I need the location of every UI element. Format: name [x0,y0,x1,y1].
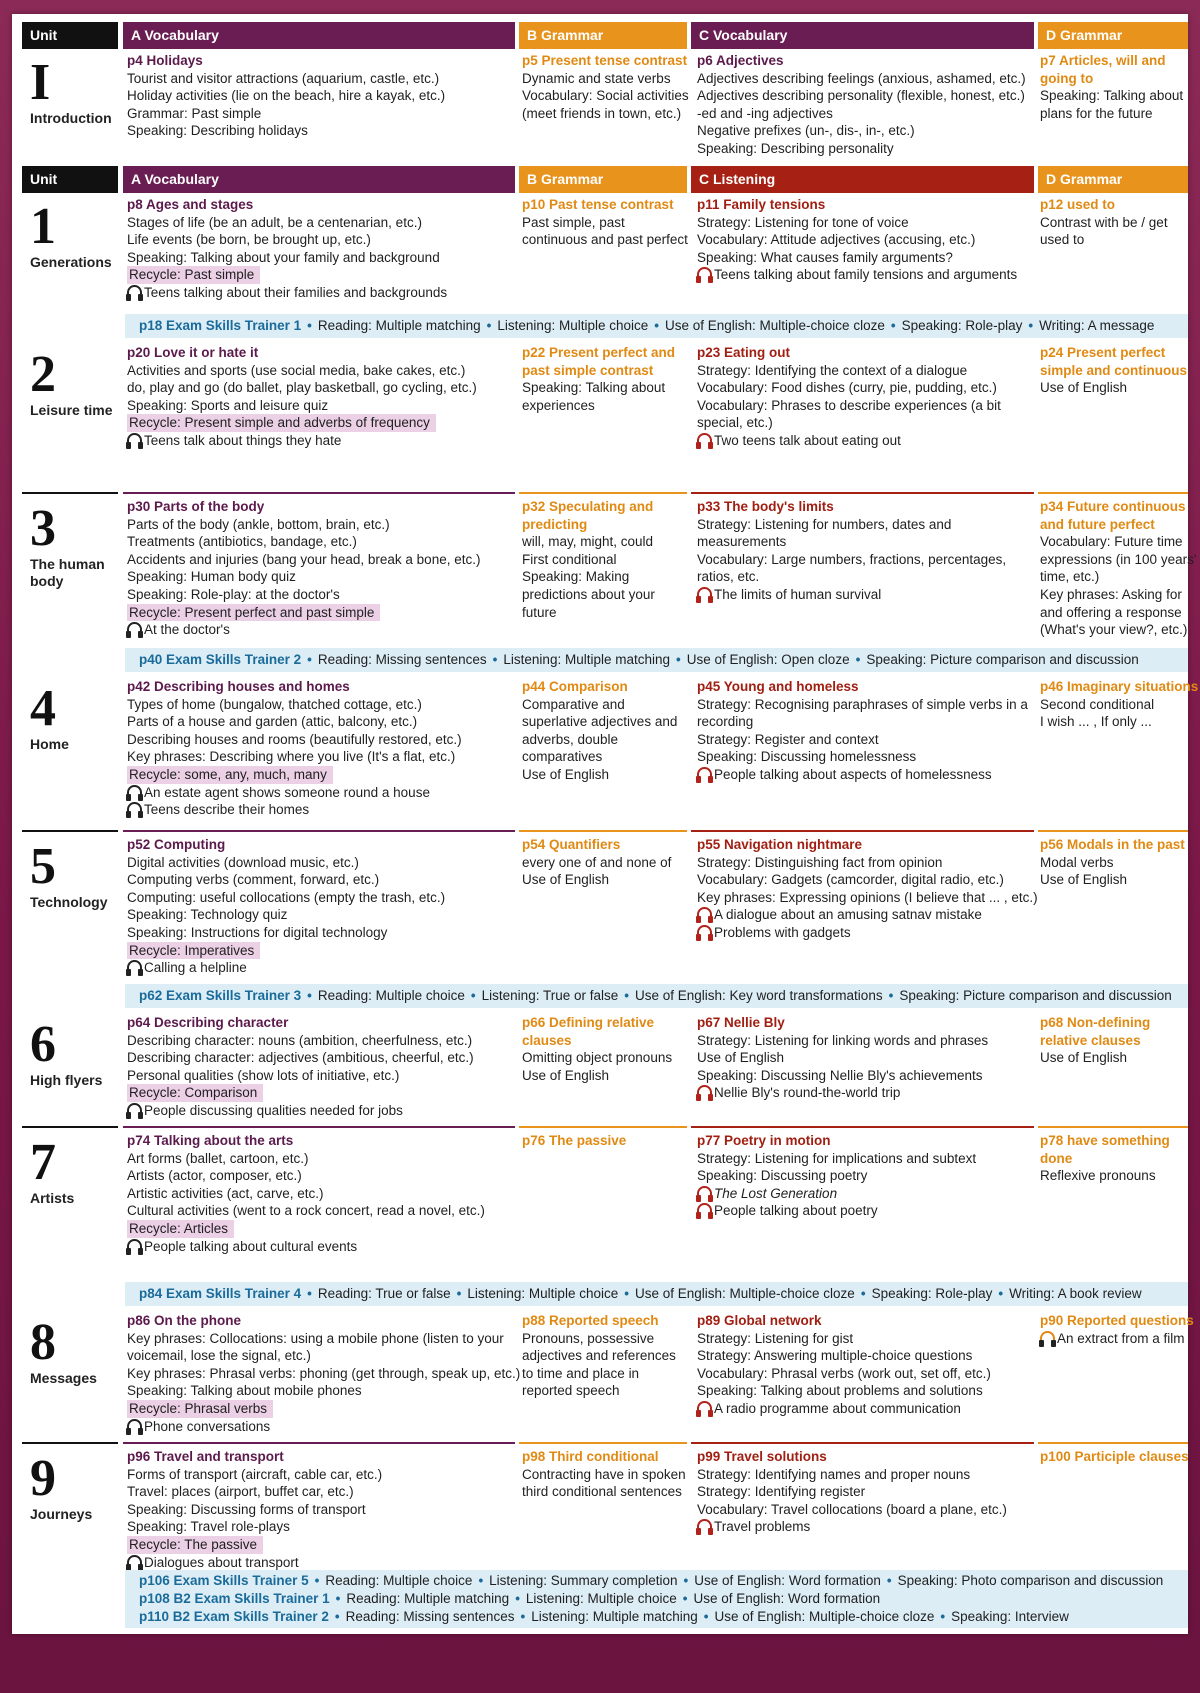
lesson-line: Holiday activities (lie on the beach, hire a kayak, etc.) [127,88,446,104]
lesson-line: Treatments (antibiotics, bandage, etc.) [127,534,357,550]
lesson-line: Contrast with be / get used to [1040,214,1168,248]
lesson-line: Vocabulary: Large numbers, fractions, percentages, ratios, etc. [697,551,1007,585]
lesson-title: p86 On the phone [127,1313,242,1328]
headphones-icon [697,1085,712,1098]
lesson-line: Vocabulary: Gadgets (camcorder, digital radio, etc.) [697,872,1004,888]
audio-line: Problems with gadgets [714,924,851,940]
headphones-icon [697,1203,712,1216]
lesson-line: Strategy: Identifying register [697,1484,866,1500]
lesson-line: every one of and none of [522,854,672,870]
unit-number: 7 [30,1134,56,1191]
lesson-line: Parts of the body (ankle, bottom, brain, etc.) [127,516,390,532]
lesson-line: Reflexive pronouns [1040,1168,1156,1184]
lesson-line: Personal qualities (show lots of initiative, etc.) [127,1067,400,1083]
lesson-line: Strategy: Recognising paraphrases of simple verbs in a recording [697,696,1028,730]
lesson-title: p89 Global network [697,1313,822,1328]
lesson-title: p12 used to [1040,197,1116,212]
header-unit: Unit [22,22,118,49]
lesson-line: Artistic activities (act, carve, etc.) [127,1185,324,1201]
lesson-title: p33 The body's limits [697,499,834,514]
lesson-title: p42 Describing houses and homes [127,679,350,694]
recycle-tag: Recycle: Phrasal verbs [127,1400,273,1418]
unit-number: 9 [30,1450,56,1507]
lesson-line: Strategy: Listening for numbers, dates and measurements [697,516,952,550]
lesson-line: Key phrases: Expressing opinions (I believe that ... , etc.) [697,889,1038,905]
unit-name: Journeys [30,1506,93,1522]
lesson-line: Key phrases: Phrasal verbs: phoning (get through, speak up, etc.) [127,1365,521,1381]
lesson-line: Vocabulary: Phrases to describe experiences (a bit special, etc.) [697,397,1001,431]
lesson-line: Past simple, past continuous and past perfect [522,214,688,248]
headphones-icon [697,925,712,938]
lesson-line: First conditional [522,551,617,567]
lesson-line: Speaking: Discussing Nellie Bly's achievements [697,1067,983,1083]
lesson-line: Strategy: Register and context [697,731,879,747]
lesson-line: Vocabulary: Future time expressions (in 100 years' time, etc.) [1040,534,1197,585]
header-d-grammar: D Grammar [1038,22,1188,49]
audio-line: Phone conversations [144,1418,271,1434]
header-a-vocabulary: A Vocabulary [123,22,515,49]
exam-skills-trainer-strip: p40 Exam Skills Trainer 2 • Reading: Missing sentences • Listening: Multiple matching • Use of English: Open cloze • Speaking: Picture comparison and discussion [125,648,1188,672]
headphones-icon [697,267,712,280]
unit-number: 6 [30,1016,56,1073]
audio-line: People talking about cultural events [144,1238,358,1254]
headphones-icon [127,1419,142,1432]
headphones-icon [127,1239,142,1252]
audio-line: At the doctor's [144,622,230,638]
header-c-listening: C Listening [691,166,1034,193]
lesson-line: Strategy: Listening for gist [697,1330,854,1346]
audio-line: An extract from a film [1057,1330,1185,1346]
unit-name: Artists [30,1190,75,1206]
lesson-line: Vocabulary: Food dishes (curry, pie, pudding, etc.) [697,380,997,396]
lesson-title: p64 Describing character [127,1015,289,1030]
lesson-line: Negative prefixes (un-, dis-, in-, etc.) [697,123,915,139]
lesson-line: Strategy: Listening for linking words and phrases [697,1032,989,1048]
lesson-title: p98 Third conditional [522,1449,659,1464]
lesson-title: p23 Eating out [697,345,791,360]
unit-name: Leisure time [30,402,113,418]
lesson-title: p46 Imaginary situations [1040,679,1199,694]
headphones-icon [127,960,142,973]
unit-number: 8 [30,1314,56,1371]
lesson-line: Key phrases: Asking for and offering a response (What's your view?, etc.) [1040,586,1188,638]
unit-name: Messages [30,1370,97,1386]
lesson-line: Travel: places (airport, buffet car, etc.) [127,1484,354,1500]
header-unit: Unit [22,166,118,193]
lesson-title: p5 Present tense contrast [522,53,688,68]
unit-name: Home [30,736,69,752]
audio-line: Calling a helpline [144,960,247,976]
headphones-icon [697,1519,712,1532]
contents-page [12,14,1199,1634]
headphones-icon [697,587,712,600]
lesson-title: p99 Travel solutions [697,1449,827,1464]
lesson-title: p66 Defining relative clauses [522,1015,655,1048]
lesson-line: Forms of transport (aircraft, cable car, etc.) [127,1466,383,1482]
lesson-title: p6 Adjectives [697,53,784,68]
lesson-line: Stages of life (be an adult, be a centenarian, etc.) [127,214,422,230]
lesson-line: Speaking: Talking about your family and background [127,249,440,265]
audio-line: Dialogues about transport [144,1554,299,1570]
lesson-line: Adjectives describing personality (flexible, honest, etc.) [697,88,1025,104]
lesson-line: Use of English [522,872,610,888]
unit-number: I [30,54,51,111]
unit-name: The human body [30,556,105,589]
recycle-tag: Recycle: Present perfect and past simple [127,604,380,622]
lesson-title: p88 Reported speech [522,1313,659,1328]
lesson-line: Use of English [1040,872,1128,888]
headphones-icon [697,433,712,446]
lesson-line: Speaking: Talking about plans for the future [1040,88,1184,121]
audio-line: Teens describe their homes [144,802,310,818]
unit-number: 3 [30,500,56,557]
lesson-line: Speaking: Sports and leisure quiz [127,397,329,413]
lesson-line: Speaking: Discussing forms of transport [127,1501,366,1517]
lesson-line: Modal verbs [1040,854,1114,870]
audio-line: People talking about poetry [714,1203,878,1219]
headphones-icon [127,802,142,815]
lesson-line: Speaking: Talking about problems and solutions [697,1383,983,1399]
lesson-title: p7 Articles, will and going to [1040,53,1166,86]
recycle-tag: Recycle: Present simple and adverbs of frequency [127,414,436,432]
recycle-tag: Recycle: Comparison [127,1084,263,1102]
lesson-title: p68 Non-defining relative clauses [1040,1015,1151,1048]
unit-number: 2 [30,346,56,403]
lesson-line: -ed and -ing adjectives [697,105,833,121]
lesson-line: Key phrases: Describing where you live (It's a flat, etc.) [127,749,456,765]
lesson-line: I wish ... , If only ... [1040,714,1152,730]
lesson-title: p20 Love it or hate it [127,345,259,360]
lesson-title: p11 Family tensions [697,197,826,212]
exam-skills-trainer-strip: p106 Exam Skills Trainer 5 • Reading: Multiple choice • Listening: Summary completion • Use of English: Word formation • Speaking: Photo comparison and discussion p108 B2 Exam Skills Trainer 1 • Reading: Multiple matching • Listening: Multiple choice • Use of English: Word formation p110 B2 Exam Skills Trainer 2 • Reading: Missing sentences • Listening: Multiple matching • Use of English: Multiple-choice cloze • Speaking: Interview [125,1570,1188,1628]
lesson-title: p34 Future continuous and future perfect [1040,499,1186,532]
audio-line: Travel problems [714,1519,811,1535]
lesson-title: p74 Talking about the arts [127,1133,294,1148]
lesson-title: p90 Reported questions [1040,1313,1194,1328]
lesson-line: Speaking: Technology quiz [127,907,288,923]
headphones-icon [127,1103,142,1116]
lesson-line: Speaking: Travel role-plays [127,1519,290,1535]
unit-name: Generations [30,254,112,270]
recycle-tag: Recycle: Past simple [127,266,260,284]
lesson-line: Vocabulary: Social activities (meet friends in town, etc.) [522,88,689,121]
lesson-line: Strategy: Distinguishing fact from opinion [697,854,943,870]
unit-number: 4 [30,680,56,737]
unit-name: Technology [30,894,108,910]
header-c-vocabulary: C Vocabulary [691,22,1034,49]
lesson-title: p55 Navigation nightmare [697,837,863,852]
lesson-line: Speaking: Instructions for digital technology [127,924,388,940]
lesson-title: p52 Computing [127,837,226,852]
audio-line: A dialogue about an amusing satnav mistake [714,907,982,923]
audio-line: Teens talking about their families and backgrounds [144,284,448,300]
headphones-icon [127,285,142,298]
lesson-line: Parts of a house and garden (attic, balcony, etc.) [127,714,418,730]
lesson-line: Describing houses and rooms (beautifully restored, etc.) [127,731,462,747]
lesson-line: Speaking: Discussing homelessness [697,749,917,765]
lesson-line: Speaking: Describing personality [697,140,894,156]
lesson-line: Use of English [522,1067,610,1083]
lesson-line: Activities and sports (use social media, bake cakes, etc.) [127,362,466,378]
lesson-line: Describing character: adjectives (ambitious, cheerful, etc.) [127,1050,474,1066]
recycle-tag: Recycle: Articles [127,1220,234,1238]
headphones-icon [697,767,712,780]
exam-skills-trainer-strip: p62 Exam Skills Trainer 3 • Reading: Multiple choice • Listening: True or false • Use of English: Key word transformations • Speaking: Picture comparison and discussion [125,984,1188,1008]
lesson-line: Use of English [1040,1050,1128,1066]
lesson-line: Art forms (ballet, cartoon, etc.) [127,1150,309,1166]
audio-line: People talking about aspects of homelessness [714,766,992,782]
lesson-title: p78 have something done [1040,1133,1170,1166]
header-b-grammar: B Grammar [519,22,687,49]
lesson-title: p24 Present perfect simple and continuous [1040,345,1188,378]
lesson-line: Speaking: Describing holidays [127,123,308,139]
audio-line: People discussing qualities needed for jobs [144,1102,403,1118]
lesson-line: Omitting object pronouns [522,1050,673,1066]
headphones-icon [697,1401,712,1414]
lesson-line: Accidents and injuries (bang your head, break a bone, etc.) [127,551,481,567]
lesson-line: Dynamic and state verbs [522,70,671,86]
audio-line: Nellie Bly's round-the-world trip [714,1085,901,1101]
audio-line: The limits of human survival [714,586,882,602]
lesson-line: Second conditional [1040,696,1155,712]
lesson-title: p45 Young and homeless [697,679,859,694]
unit-number: 5 [30,838,56,895]
audio-line: The Lost Generation [714,1185,838,1201]
lesson-line: Speaking: Discussing poetry [697,1168,868,1184]
lesson-title: p4 Holidays [127,53,203,68]
header-a-vocabulary: A Vocabulary [123,166,515,193]
lesson-line: Strategy: Identifying the context of a dialogue [697,362,968,378]
lesson-title: p30 Parts of the body [127,499,265,514]
audio-line: An estate agent shows someone round a house [144,784,430,800]
lesson-line: Comparative and superlative adjectives and adverbs, double comparatives [522,696,678,765]
lesson-line: Computing verbs (comment, forward, etc.) [127,872,380,888]
unit-name: High flyers [30,1072,103,1088]
lesson-line: Speaking: Human body quiz [127,569,296,585]
headphones-icon [1040,1331,1055,1344]
lesson-line: Tourist and visitor attractions (aquarium, castle, etc.) [127,70,440,86]
headphones-icon [127,622,142,635]
lesson-line: Types of home (bungalow, thatched cottage, etc.) [127,696,422,712]
lesson-title: p56 Modals in the past [1040,837,1185,852]
lesson-line: Vocabulary: Attitude adjectives (accusing, etc.) [697,232,976,248]
exam-skills-trainer-strip: p84 Exam Skills Trainer 4 • Reading: True or false • Listening: Multiple choice • Use of English: Multiple-choice cloze • Speaking: Role-play • Writing: A book review [125,1282,1188,1306]
lesson-title: p10 Past tense contrast [522,197,674,212]
audio-line: Teens talk about things they hate [144,432,342,448]
unit-name: Introduction [30,110,112,126]
lesson-title: p67 Nellie Bly [697,1015,785,1030]
recycle-tag: Recycle: The passive [127,1536,263,1554]
lesson-line: Describing character: nouns (ambition, cheerfulness, etc.) [127,1032,473,1048]
lesson-line: Pronouns, possessive adjectives and references to time and place in reported speech [522,1330,676,1399]
lesson-line: Adjectives describing feelings (anxious, ashamed, etc.) [697,70,1026,86]
recycle-tag: Recycle: some, any, much, many [127,766,333,784]
lesson-title: p76 The passive [522,1133,627,1148]
audio-line: Two teens talk about eating out [714,432,901,448]
lesson-title: p77 Poetry in motion [697,1133,831,1148]
exam-skills-trainer-strip: p18 Exam Skills Trainer 1 • Reading: Multiple matching • Listening: Multiple choice • Use of English: Multiple-choice cloze • Speaking: Role-play • Writing: A message [125,314,1188,338]
lesson-line: Strategy: Identifying names and proper nouns [697,1466,971,1482]
lesson-line: Strategy: Listening for implications and subtext [697,1150,977,1166]
lesson-line: Use of English [1040,380,1128,396]
lesson-line: do, play and go (do ballet, play basketball, go cycling, etc.) [127,380,477,396]
lesson-title: p54 Quantifiers [522,837,621,852]
headphones-icon [697,907,712,920]
lesson-line: Speaking: Talking about experiences [522,380,666,413]
lesson-line: Use of English [697,1050,785,1066]
audio-line: A radio programme about communication [714,1400,961,1416]
unit-number: 1 [30,198,56,255]
lesson-line: Artists (actor, composer, etc.) [127,1168,302,1184]
lesson-line: Key phrases: Collocations: using a mobile phone (listen to your voicemail, lose the signal, etc.) [127,1330,504,1364]
lesson-line: Speaking: What causes family arguments? [697,249,953,265]
lesson-line: Cultural activities (went to a rock concert, read a novel, etc.) [127,1203,485,1219]
lesson-line: Speaking: Role-play: at the doctor's [127,586,340,602]
headphones-icon [127,433,142,446]
headphones-icon [127,1555,142,1568]
lesson-line: Contracting have in spoken third conditional sentences [522,1466,686,1500]
lesson-line: will, may, might, could [522,534,654,550]
lesson-title: p8 Ages and stages [127,197,254,212]
lesson-line: Strategy: Answering multiple-choice questions [697,1348,973,1364]
lesson-title: p22 Present perfect and past simple contrast [522,345,676,378]
header-b-grammar: B Grammar [519,166,687,193]
lesson-line: Vocabulary: Phrasal verbs (work out, set off, etc.) [697,1365,991,1381]
lesson-line: Strategy: Listening for tone of voice [697,214,909,230]
lesson-line: Speaking: Talking about mobile phones [127,1383,362,1399]
lesson-line: Digital activities (download music, etc.) [127,854,359,870]
headphones-icon [697,1186,712,1199]
lesson-title: p32 Speculating and predicting [522,499,654,532]
lesson-title: p100 Participle clauses [1040,1449,1189,1464]
audio-line: Teens talking about family tensions and arguments [714,267,1018,283]
headphones-icon [127,785,142,798]
header-d-grammar: D Grammar [1038,166,1188,193]
lesson-line: Use of English [522,766,610,782]
lesson-line: Computing: useful collocations (empty the trash, etc.) [127,889,446,905]
lesson-line: Life events (be born, be brought up, etc.) [127,232,371,248]
lesson-line: Grammar: Past simple [127,105,262,121]
lesson-line: Speaking: Making predictions about your future [522,569,655,620]
lesson-title: p96 Travel and transport [127,1449,284,1464]
lesson-line: Vocabulary: Travel collocations (board a plane, etc.) [697,1501,1007,1517]
recycle-tag: Recycle: Imperatives [127,942,260,960]
lesson-title: p44 Comparison [522,679,628,694]
